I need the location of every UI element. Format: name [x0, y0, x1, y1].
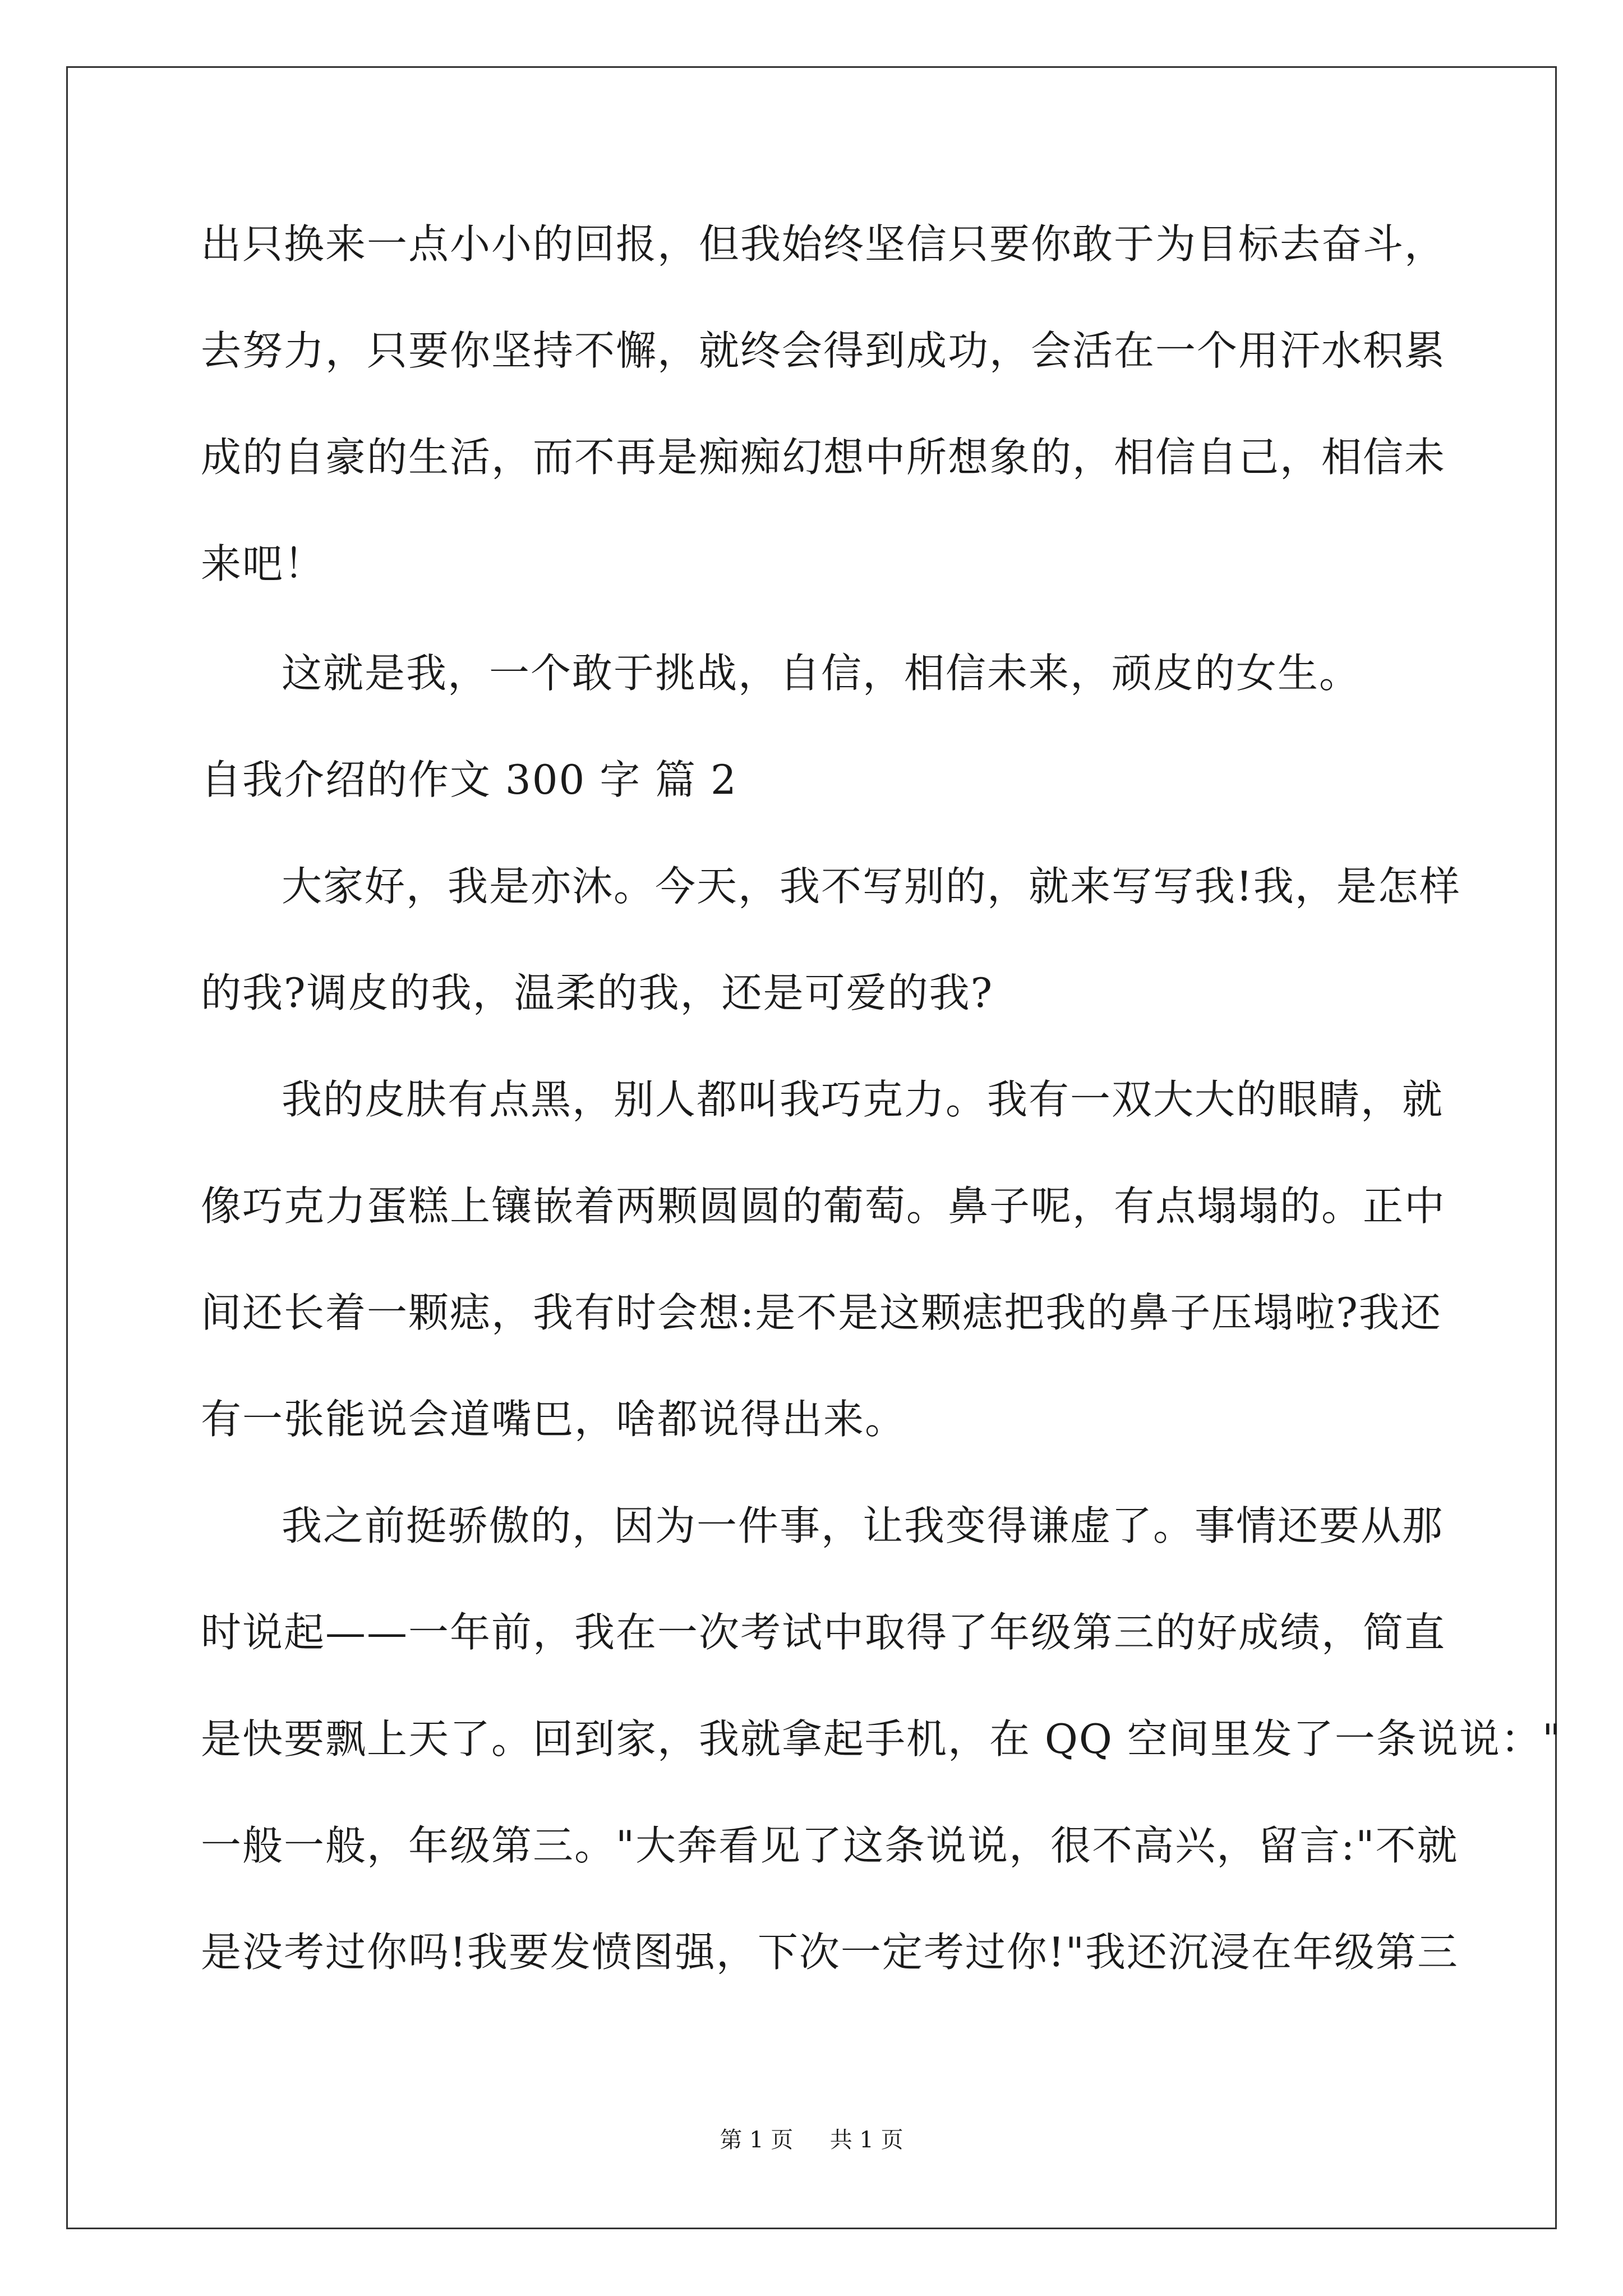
page-footer	[0, 2126, 1623, 2154]
text-line: 像巧克力蛋糕上镶嵌着两颗圆圆的葡萄。鼻子呢，有点塌塌的。正中	[201, 1182, 1446, 1230]
text-line: 我的皮肤有点黑，别人都叫我巧克力。我有一双大大的眼睛，就	[282, 1076, 1444, 1123]
text-line: 出只换来一点小小的回报，但我始终坚信只要你敢于为目标去奋斗，	[201, 220, 1446, 268]
text-line: 我之前挺骄傲的，因为一件事，让我变得谦虚了。事情还要从那	[282, 1502, 1444, 1549]
text-line: 去努力，只要你坚持不懈，就终会得到成功，会活在一个用汗水积累	[201, 327, 1446, 374]
text-line: 成的自豪的生活，而不再是痴痴幻想中所想象的，相信自己，相信未	[201, 434, 1446, 481]
text-line: 来吧！	[201, 540, 326, 587]
text-line: 时说起——一年前，我在一次考试中取得了年级第三的好成绩，简直	[201, 1609, 1446, 1656]
text-line: 有一张能说会道嘴巴，啥都说得出来。	[201, 1396, 907, 1443]
text-line: 是没考过你吗!我要发愤图强，下次一定考过你!"我还沉浸在年级第三	[201, 1929, 1459, 1976]
page-number: 第 1 页	[720, 2127, 794, 2153]
text-line: 大家好，我是亦沐。今天，我不写别的，就来写写我!我，是怎样	[282, 863, 1461, 910]
text-line: 这就是我，一个敢于挑战，自信，相信未来，顽皮的女生。	[282, 650, 1361, 697]
text-line: 一般一般，年级第三。"大奔看见了这条说说，很不高兴，留言:"不就	[201, 1822, 1459, 1869]
section-heading: 自我介绍的作文 300 字 篇 2	[201, 756, 737, 803]
page-border	[66, 66, 1557, 2229]
text-line: 间还长着一颗痣，我有时会想:是不是这颗痣把我的鼻子压塌啦?我还	[201, 1289, 1442, 1336]
text-line: 的我?调皮的我，温柔的我，还是可爱的我?	[201, 969, 994, 1016]
text-line: 是快要飘上天了。回到家，我就拿起手机，在 QQ 空间里发了一条说说："	[201, 1715, 1562, 1763]
page-total: 共 1 页	[829, 2127, 903, 2153]
